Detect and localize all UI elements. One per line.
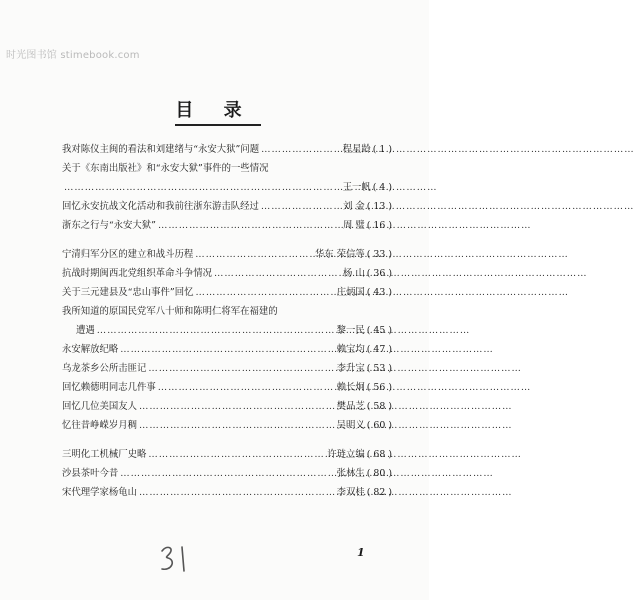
- entry-title: 关于三元建县及“忠山事件”回忆: [62, 287, 194, 298]
- entry-author: 周 璧: [343, 220, 365, 231]
- entry-title: 乌龙茶乡公所击匪记: [62, 363, 147, 374]
- leader-dots: [193, 283, 336, 302]
- entry-page: ( 1 ): [372, 144, 392, 155]
- toc-entry: [62, 445, 392, 464]
- entry-title: 抗战时期闽西北党组织革命斗争情况: [62, 268, 213, 279]
- entry-page: ( 56 ): [366, 382, 392, 393]
- toc-entry: [62, 245, 392, 264]
- entry-author: 许琏立编: [327, 449, 365, 460]
- toc-entry-continuation: [62, 321, 392, 340]
- toc-group-2: [62, 245, 392, 435]
- entry-page: ( 60 ): [366, 420, 392, 431]
- toc-entry: [62, 283, 392, 302]
- entry-page: ( 58 ): [366, 401, 392, 412]
- leader-dots: [137, 483, 337, 502]
- handwritten-note: [156, 541, 196, 577]
- toc-entry: [62, 302, 392, 321]
- entry-page: ( 16 ): [366, 220, 392, 231]
- entry-title: 我所知道的原国民党军八十师和陈明仁将军在福建的: [62, 306, 278, 317]
- toc-entry: [62, 216, 392, 235]
- entry-title: 沙县茶叶今昔: [62, 468, 119, 479]
- entry-author: 吴明义: [336, 420, 365, 431]
- entry-title: 浙东之行与“永安大狱”: [62, 220, 156, 231]
- entry-page: ( 43 ): [366, 287, 392, 298]
- toc-entry: [62, 340, 392, 359]
- leader-dots: [95, 321, 337, 340]
- toc-entry-continuation: [62, 178, 392, 197]
- entry-page: ( 36 ): [366, 268, 392, 279]
- watermark: 时光图书馆 stimebook.com: [6, 50, 140, 61]
- toc-group-1: [62, 140, 392, 235]
- entry-author: 赖宝均: [336, 344, 365, 355]
- entry-author: 李双桂: [336, 487, 365, 498]
- toc-entry: [62, 359, 392, 378]
- entry-page: ( 53 ): [366, 363, 392, 374]
- toc-entry: [62, 464, 392, 483]
- leader-dots: [146, 359, 336, 378]
- entry-page: ( 47 ): [366, 344, 392, 355]
- entry-page: ( 13 ): [366, 201, 392, 212]
- page-title: 目 录: [175, 100, 254, 121]
- entry-title: 宋代理学家杨龟山: [62, 487, 138, 498]
- entry-title: 回忆赖德明同志几件事: [62, 382, 156, 393]
- toc-entry: [62, 264, 392, 283]
- entry-author: 王一帆: [342, 182, 371, 193]
- toc-entry: [62, 140, 392, 159]
- toc-group-3: [62, 445, 392, 502]
- toc-entry: [62, 378, 392, 397]
- entry-author: 李升宝: [336, 363, 365, 374]
- leader-dots: [146, 445, 327, 464]
- leader-dots: [118, 464, 336, 483]
- entry-author: 杨 山: [343, 268, 365, 279]
- leader-dots: [193, 245, 315, 264]
- leader-dots: [212, 264, 343, 283]
- entry-title: 回忆几位美国友人: [62, 401, 138, 412]
- entry-page: ( 82 ): [366, 487, 392, 498]
- leader-dots: [137, 397, 337, 416]
- entry-page: ( 68 ): [366, 449, 392, 460]
- entry-title: 关于《东南出版社》和“永安大狱”事件的一些情况: [62, 163, 269, 174]
- entry-author: 张林生: [336, 468, 365, 479]
- entry-title: 回忆永安抗战文化活动和我前往浙东游击队经过: [62, 201, 259, 212]
- leader-dots: [259, 140, 343, 159]
- toc-entry: [62, 416, 392, 435]
- entry-author: 赖长炯: [336, 382, 365, 393]
- leader-dots: [137, 416, 337, 435]
- entry-author: 黎一民: [336, 325, 365, 336]
- leader-dots: [62, 178, 343, 197]
- entry-title: 遭遇: [76, 325, 95, 336]
- leader-dots: [259, 197, 343, 216]
- entry-author: 程星龄: [342, 144, 371, 155]
- entry-author: 庄炳国: [336, 287, 365, 298]
- entry-page: ( 33 ): [366, 249, 392, 260]
- leader-dots: [118, 340, 336, 359]
- entry-title: 永安解放纪略: [62, 344, 119, 355]
- entry-title: 我对陈仪主闽的看法和刘建绪与“永安大狱”问题: [62, 144, 260, 155]
- entry-author: 华东 荣信等: [314, 249, 365, 260]
- entry-title: 宁清归军分区的建立和战斗历程: [62, 249, 194, 260]
- toc-entry: [62, 159, 392, 178]
- entry-page: ( 4 ): [372, 182, 392, 193]
- toc-entry: [62, 197, 392, 216]
- leader-dots: [156, 216, 343, 235]
- leader-dots: [156, 378, 337, 397]
- entry-page: ( 80 ): [366, 468, 392, 479]
- entry-title: 忆往昔峥嵘岁月稠: [62, 420, 138, 431]
- toc-entry: [62, 397, 392, 416]
- entry-title: 三明化工机械厂史略: [62, 449, 147, 460]
- entry-author: 樊品芝: [336, 401, 365, 412]
- toc-entry: [62, 483, 392, 502]
- entry-author: 刘 金: [343, 201, 365, 212]
- page-number: 1: [357, 546, 365, 559]
- entry-page: ( 45 ): [366, 325, 392, 336]
- table-of-contents: [62, 140, 392, 502]
- title-underline: [175, 124, 261, 126]
